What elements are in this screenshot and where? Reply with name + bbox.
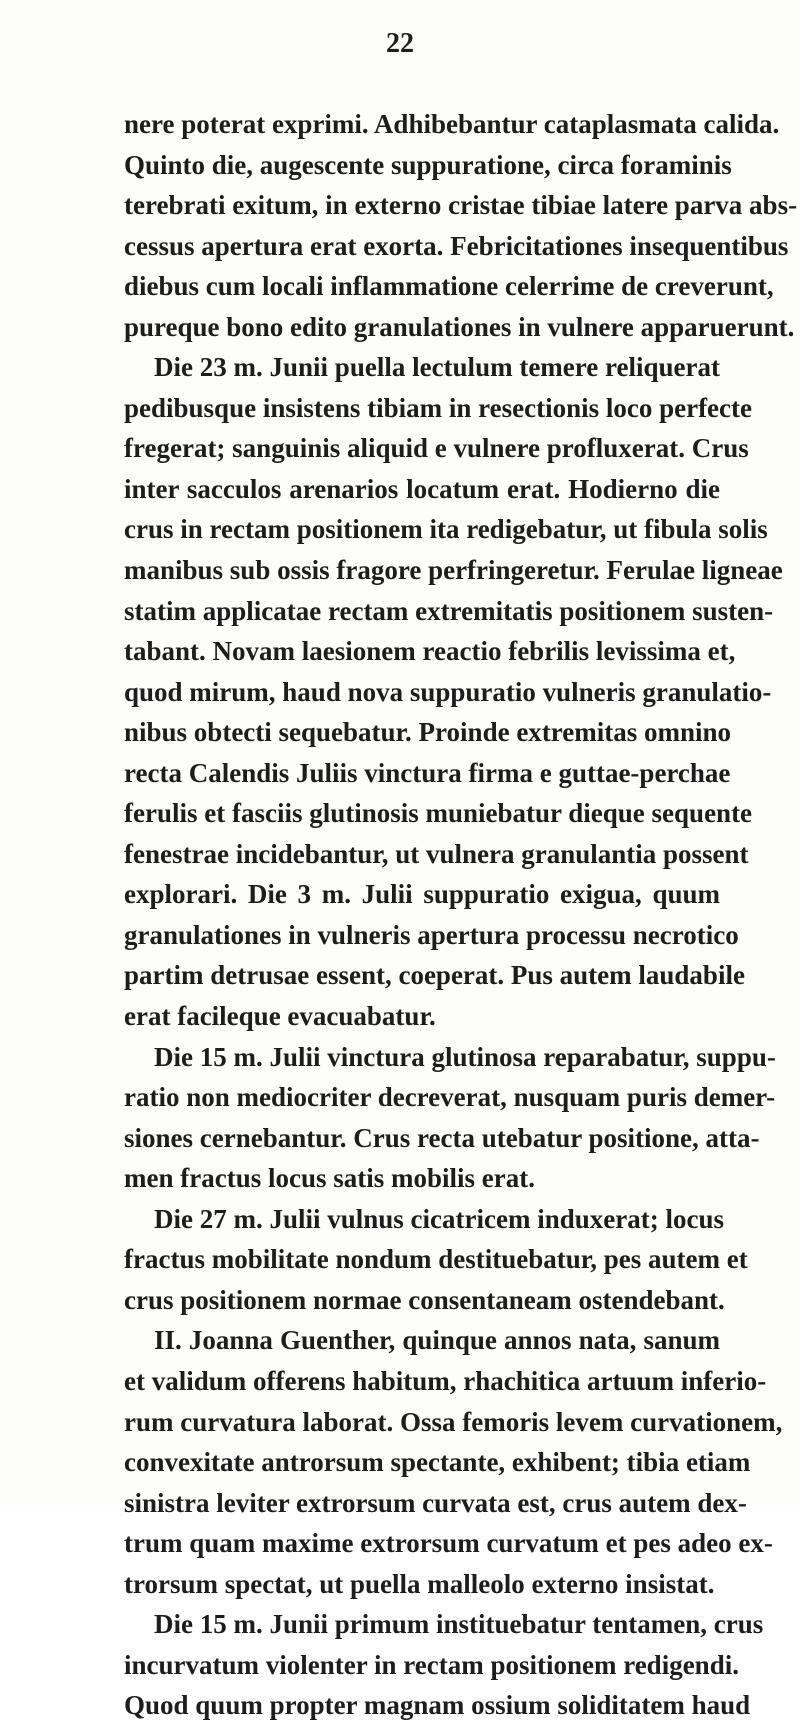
text-line: terebrati exitum, in externo cristae tibiae latere parva abs- bbox=[124, 190, 798, 221]
text-line: II. Joanna Guenther, quinque annos nata, sanum bbox=[154, 1325, 720, 1356]
text-line: explorari. Die 3 m. Julii suppuratio exigua, quum bbox=[124, 879, 720, 910]
text-line: fractus mobilitate nondum destituebatur, pes autem et bbox=[124, 1244, 748, 1275]
text-line: trum quam maxime extrorsum curvatum et pes adeo ex- bbox=[124, 1528, 773, 1559]
text-line: fenestrae incidebantur, ut vulnera granulantia possent bbox=[124, 838, 749, 869]
text-line: crus in rectam positionem ita redigebatur, ut fibula solis bbox=[124, 514, 768, 545]
text-line: tabant. Novam laesionem reactio febrilis levissima et, bbox=[124, 636, 736, 667]
text-line: erat facileque evacuabatur. bbox=[124, 1001, 436, 1032]
text-line: pureque bono edito granulationes in vulnere apparuerunt. bbox=[124, 311, 795, 342]
text-line: inter sacculos arenarios locatum erat. Hodierno die bbox=[124, 473, 720, 504]
text-line: Die 23 m. Junii puella lectulum temere reliquerat bbox=[154, 352, 720, 383]
text-line: siones cernebantur. Crus recta utebatur positione, atta- bbox=[124, 1122, 760, 1153]
text-line: sinistra leviter extrorsum curvata est, crus autem dex- bbox=[124, 1487, 747, 1518]
page-number: 22 bbox=[386, 28, 414, 59]
text-line: et validum offerens habitum, rhachitica artuum inferio- bbox=[124, 1365, 767, 1396]
text-line: men fractus locus satis mobilis erat. bbox=[124, 1163, 535, 1194]
text-line: Die 15 m. Junii primum instituebatur tentamen, crus bbox=[154, 1609, 764, 1640]
text-line: granulationes in vulneris apertura processu necrotico bbox=[124, 919, 739, 950]
text-line: pedibusque insistens tibiam in resectionis loco perfecte bbox=[124, 392, 753, 423]
text-line: cessus apertura erat exorta. Febricitationes insequentibus bbox=[124, 230, 789, 261]
text-line: trorsum spectat, ut puella malleolo externo insistat. bbox=[124, 1568, 715, 1599]
text-line: ratio non mediocriter decreverat, nusquam puris demer- bbox=[124, 1082, 776, 1113]
text-line: manibus sub ossis fragore perfringeretur. Ferulae ligneae bbox=[124, 555, 783, 586]
text-line: incurvatum violenter in rectam positionem redigendi. bbox=[124, 1649, 739, 1680]
text-line: quod mirum, haud nova suppuratio vulneris granulatio- bbox=[124, 676, 772, 707]
text-line: Quod quum propter magnam ossium soliditatem haud bbox=[124, 1690, 751, 1721]
text-line: partim detrusae essent, coeperat. Pus autem laudabile bbox=[124, 960, 745, 991]
text-line: crus positionem normae consentaneam ostendebant. bbox=[124, 1284, 725, 1315]
text-line: nere poterat exprimi. Adhibebantur cataplasmata calida. bbox=[124, 109, 780, 139]
text-line: statim applicatae rectam extremitatis positionem susten- bbox=[124, 595, 774, 626]
body-text bbox=[124, 104, 798, 1726]
text-line: rum curvatura laborat. Ossa femoris levem curvationem, bbox=[124, 1406, 783, 1437]
text-line: recta Calendis Juliis vinctura firma e guttae-perchae bbox=[124, 757, 731, 788]
text-line: convexitate antrorsum spectante, exhibent; tibia etiam bbox=[124, 1447, 751, 1478]
text-line: Quinto die, augescente suppuratione, circa foraminis bbox=[124, 149, 732, 180]
text-line: fregerat; sanguinis aliquid e vulnere profluxerat. Crus bbox=[124, 433, 749, 464]
text-line: diebus cum locali inflammatione celerrime de creverunt, bbox=[124, 271, 774, 302]
text-line: ferulis et fasciis glutinosis muniebatur dieque sequente bbox=[124, 798, 753, 829]
text-line: nibus obtecti sequebatur. Proinde extremitas omnino bbox=[124, 717, 732, 748]
text-line: Die 27 m. Julii vulnus cicatricem induxerat; locus bbox=[154, 1203, 724, 1234]
text-line: Die 15 m. Julii vinctura glutinosa reparabatur, suppu- bbox=[154, 1041, 776, 1072]
